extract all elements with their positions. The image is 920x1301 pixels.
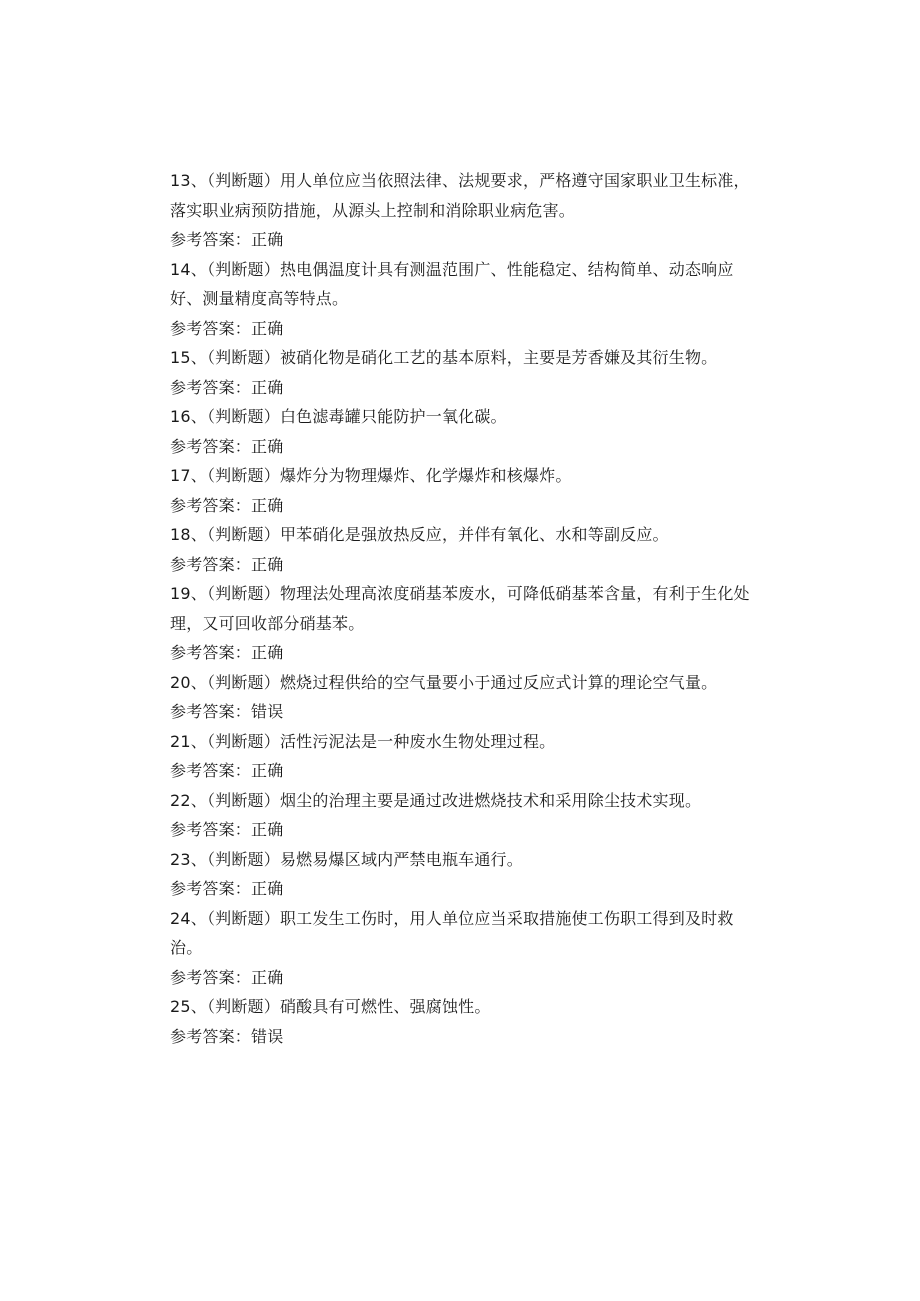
answer-line bbox=[170, 1022, 750, 1052]
answer-value: 正确 bbox=[251, 436, 284, 456]
question-text: 14、（判断题）热电偶温度计具有测温范围广、性能稳定、结构简单、动态响应好、测量精度高等特点。 bbox=[170, 259, 734, 308]
answer-line bbox=[170, 314, 750, 344]
question-text: 16、（判断题）白色滤毒罐只能防护一氧化碳。 bbox=[170, 407, 507, 426]
answer-line bbox=[170, 756, 750, 786]
answer-prefix: 参考答案： bbox=[170, 643, 252, 662]
answer-line bbox=[170, 815, 750, 845]
question-text: 20、（判断题）燃烧过程供给的空气量要小于通过反应式计算的理论空气量。 bbox=[170, 672, 718, 692]
question-text: 24、（判断题）职工发生工伤时，用人单位应当采取措施使工伤职工得到及时救治。 bbox=[170, 908, 734, 957]
answer-prefix: 参考答案： bbox=[170, 436, 252, 456]
answer-value: 正确 bbox=[251, 761, 284, 780]
answer-prefix: 参考答案： bbox=[170, 554, 252, 574]
answer-line bbox=[170, 963, 750, 993]
answer-prefix: 参考答案： bbox=[170, 495, 252, 515]
answer-line bbox=[170, 697, 750, 727]
question-text: 15、（判断题）被硝化物是硝化工艺的基本原料，主要是芳香嫌及其衍生物。 bbox=[170, 348, 718, 367]
answer-line bbox=[170, 491, 750, 521]
question-text: 23、（判断题）易燃易爆区域内严禁电瓶车通行。 bbox=[170, 849, 523, 869]
answer-value: 错误 bbox=[251, 702, 284, 721]
answer-line bbox=[170, 373, 750, 403]
answer-value: 正确 bbox=[251, 377, 284, 397]
answer-prefix: 参考答案： bbox=[170, 761, 252, 780]
question-text: 21、（判断题）活性污泥法是一种废水生物处理过程。 bbox=[170, 731, 556, 751]
answer-prefix: 参考答案： bbox=[170, 377, 252, 397]
question-text: 25、（判断题）硝酸具有可燃性、强腐蚀性。 bbox=[170, 997, 491, 1016]
question-text: 22、（判断题）烟尘的治理主要是通过改进燃烧技术和采用除尘技术实现。 bbox=[170, 790, 702, 810]
answer-line bbox=[170, 432, 750, 462]
answer-line bbox=[170, 550, 750, 580]
answer-line bbox=[170, 874, 750, 904]
answer-prefix: 参考答案： bbox=[170, 1026, 252, 1046]
answer-prefix: 参考答案： bbox=[170, 230, 252, 249]
answer-value: 正确 bbox=[251, 967, 284, 987]
question-text: 19、（判断题）物理法处理高浓度硝基苯废水，可降低硝基苯含量，有利于生化处理，又可回收部分硝基苯。 bbox=[170, 584, 750, 633]
answer-prefix: 参考答案： bbox=[170, 702, 252, 721]
question-text: 18、（判断题）甲苯硝化是强放热反应，并伴有氧化、水和等副反应。 bbox=[170, 525, 669, 544]
answer-value: 正确 bbox=[251, 879, 284, 898]
answer-value: 正确 bbox=[251, 230, 284, 249]
answer-value: 正确 bbox=[251, 318, 284, 338]
answer-value: 正确 bbox=[251, 820, 284, 839]
question-text: 17、（判断题）爆炸分为物理爆炸、化学爆炸和核爆炸。 bbox=[170, 466, 572, 485]
answer-value: 正确 bbox=[251, 554, 284, 574]
answer-value: 错误 bbox=[251, 1026, 284, 1046]
answer-value: 正确 bbox=[251, 495, 284, 515]
answer-line bbox=[170, 638, 750, 668]
answer-prefix: 参考答案： bbox=[170, 820, 252, 839]
question-list bbox=[170, 166, 750, 1051]
answer-value: 正确 bbox=[251, 643, 284, 662]
answer-prefix: 参考答案： bbox=[170, 967, 252, 987]
answer-prefix: 参考答案： bbox=[170, 318, 252, 338]
answer-line bbox=[170, 225, 750, 255]
answer-prefix: 参考答案： bbox=[170, 879, 252, 898]
question-text: 13、（判断题）用人单位应当依照法律、法规要求，严格遵守国家职业卫生标准，落实职业病预防措施，从源头上控制和消除职业病危害。 bbox=[170, 171, 750, 220]
